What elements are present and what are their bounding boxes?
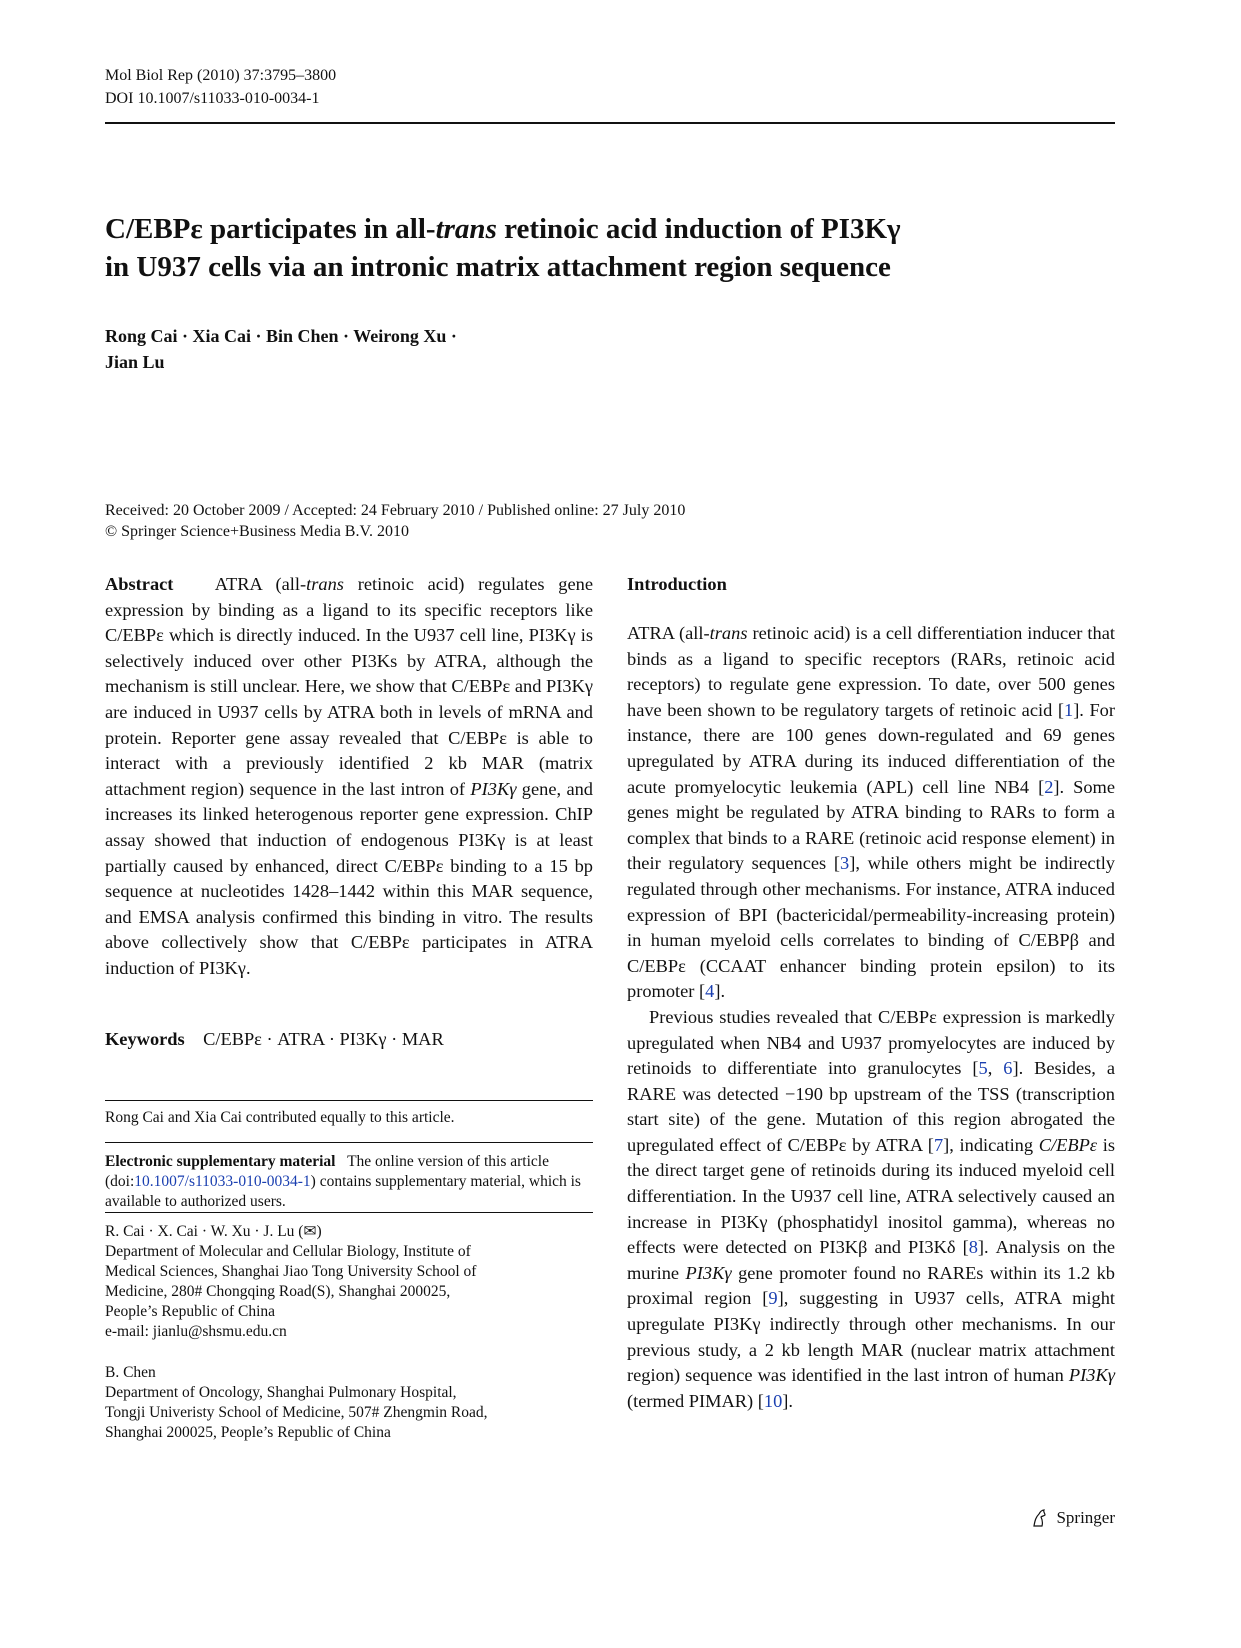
supplementary-note: Electronic supplementary material The online version of this article (doi:10.1007/s11033-010-0034-1) contains supplementary material, which is available to authorized users.	[105, 1153, 581, 1210]
publication-dates: Received: 20 October 2009 / Accepted: 24 February 2010 / Published online: 27 July 2010 © Springer Science+Business Media B.V. 2010	[105, 502, 686, 540]
ref-link[interactable]: 9	[768, 1288, 778, 1309]
affiliation-1: R. Cai · X. Cai · W. Xu · J. Lu (✉) Department of Molecular and Cellular Biology, Institute of Medical Sciences, Shanghai Jiao Tong University School of Medicine, 280# Chongqing Road(S), Shanghai 200025, People’s Republic of China e-mail: jianlu@shsmu.edu.cn	[105, 1222, 593, 1342]
publisher-name: Springer	[1056, 1508, 1115, 1527]
ref-link[interactable]: 2	[1044, 776, 1054, 797]
author-list: Rong Cai · Xia Cai · Bin Chen · Weirong Xu · Jian Lu	[105, 326, 457, 372]
journal-citation: Mol Biol Rep (2010) 37:3795–3800	[105, 67, 337, 84]
introduction-heading: Introduction	[627, 574, 727, 594]
affiliation-2: B. Chen Department of Oncology, Shanghai Pulmonary Hospital, Tongji Univeristy School of Medicine, 507# Zhengmin Road, Shanghai 200025, People’s Republic of China	[105, 1364, 488, 1441]
ref-link[interactable]: 10	[763, 1390, 783, 1411]
ref-link[interactable]: 1	[1063, 699, 1074, 720]
keywords: Keywords C/EBPε · ATRA · PI3Kγ · MAR	[105, 1029, 444, 1049]
copyright-line: © Springer Science+Business Media B.V. 2010	[105, 523, 409, 540]
ref-link[interactable]: 6	[1003, 1058, 1013, 1079]
ref-link[interactable]: 4	[705, 981, 715, 1002]
doi-line: DOI 10.1007/s11033-010-0034-1	[105, 90, 320, 107]
publisher-logo	[1030, 1508, 1115, 1528]
springer-horse-icon	[1030, 1508, 1050, 1528]
contact-email[interactable]: e-mail: jianlu@shsmu.edu.cn	[105, 1323, 287, 1340]
header-rule	[105, 122, 1115, 124]
running-header	[105, 64, 336, 110]
footnote-rule	[105, 1212, 593, 1213]
footnote-rule	[105, 1142, 593, 1143]
article-title: C/EBPε participates in all-trans retinoic acid induction of PI3Kγ in U937 cells via an intronic matrix attachment region sequence	[105, 213, 901, 283]
ref-link[interactable]: 5	[978, 1058, 988, 1079]
equal-contribution-note: Rong Cai and Xia Cai contributed equally to this article.	[105, 1109, 455, 1126]
ref-link[interactable]: 7	[933, 1134, 944, 1155]
doi-link[interactable]: 10.1007/s11033-010-0034-1	[134, 1173, 311, 1190]
ref-link[interactable]: 8	[968, 1237, 978, 1258]
footnote-rule	[105, 1100, 593, 1101]
abstract: Abstract ATRA (all-trans retinoic acid) regulates gene expression by binding as a ligand to its specific receptors like C/EBPε which is directly induced. In the U937 cell line, PI3Kγ is selectively induced over other PI3Ks by ATRA, although the mechanism is still unclear. Here, we show that C/EBPε and PI3Kγ are induced in U937 cells by ATRA both in levels of mRNA and protein. Reporter gene assay revealed that C/EBPε is able to interact with a previously identified 2 kb MAR (matrix attachment region) sequence in the last intron of PI3Kγ gene, and increases its linked heterogenous reporter gene expression. ChIP assay showed that induction of endogenous PI3Kγ is at least partially caused by enhanced, direct C/EBPε binding to a 15 bp sequence at nucleotides 1428–1442 within this MAR sequence, and EMSA analysis confirmed this binding in vitro. The results above collectively show that C/EBPε participates in ATRA induction of PI3Kγ.	[105, 574, 593, 978]
introduction-body: ATRA (all-trans retinoic acid) is a cell differentiation inducer that binds as a ligand to specific receptors (RARs, retinoic acid receptors) to regulate gene expression. To date, over 500 genes have been shown to be regulatory targets of retinoic acid [1]. For instance, there are 100 genes down-regulated and 69 genes upregulated by ATRA during its induced differentiation of the acute promyelocytic leukemia (APL) cell line NB4 [2]. Some genes might be regulated by ATRA binding to RARs to form a complex that binds to a RARE (retinoic acid response element) in their regulatory sequences [3], while others might be indirectly regulated through other mechanisms. For instance, ATRA induced expression of BPI (bactericidal/permeability-increasing protein) in human myeloid cells correlates to binding of C/EBPβ and C/EBPε (CCAAT enhancer binding protein epsilon) to its promoter [4]. Previous studies revealed that C/EBPε expression is markedly upregulated when NB4 and U937 promyelocytes are induced by retinoids to differentiate into granulocytes [5, 6]. Besides, a RARE was detected −190 bp upstream of the TSS (transcription start site) of the gene. Mutation of this region abrogated the upregulated effect of C/EBPε by ATRA [7], indicating C/EBPε is the direct target gene of retinoids during its induced myeloid cell differentiation. In the U937 cell line, ATRA selectively caused an increase in PI3Kγ (phosphatidyl inositol gamma), whereas no effects were detected on PI3Kβ and PI3Kδ [8]. Analysis on the murine PI3Kγ gene promoter found no RAREs within its 1.2 kb proximal region [9], suggesting in U937 cells, ATRA might upregulate PI3Kγ indirectly through other mechanisms. In our previous study, a 2 kb length MAR (nuclear matrix attachment region) sequence was identified in the last intron of human PI3Kγ (termed PIMAR) [10].	[627, 623, 1116, 1411]
ref-link[interactable]: 3	[840, 853, 850, 874]
